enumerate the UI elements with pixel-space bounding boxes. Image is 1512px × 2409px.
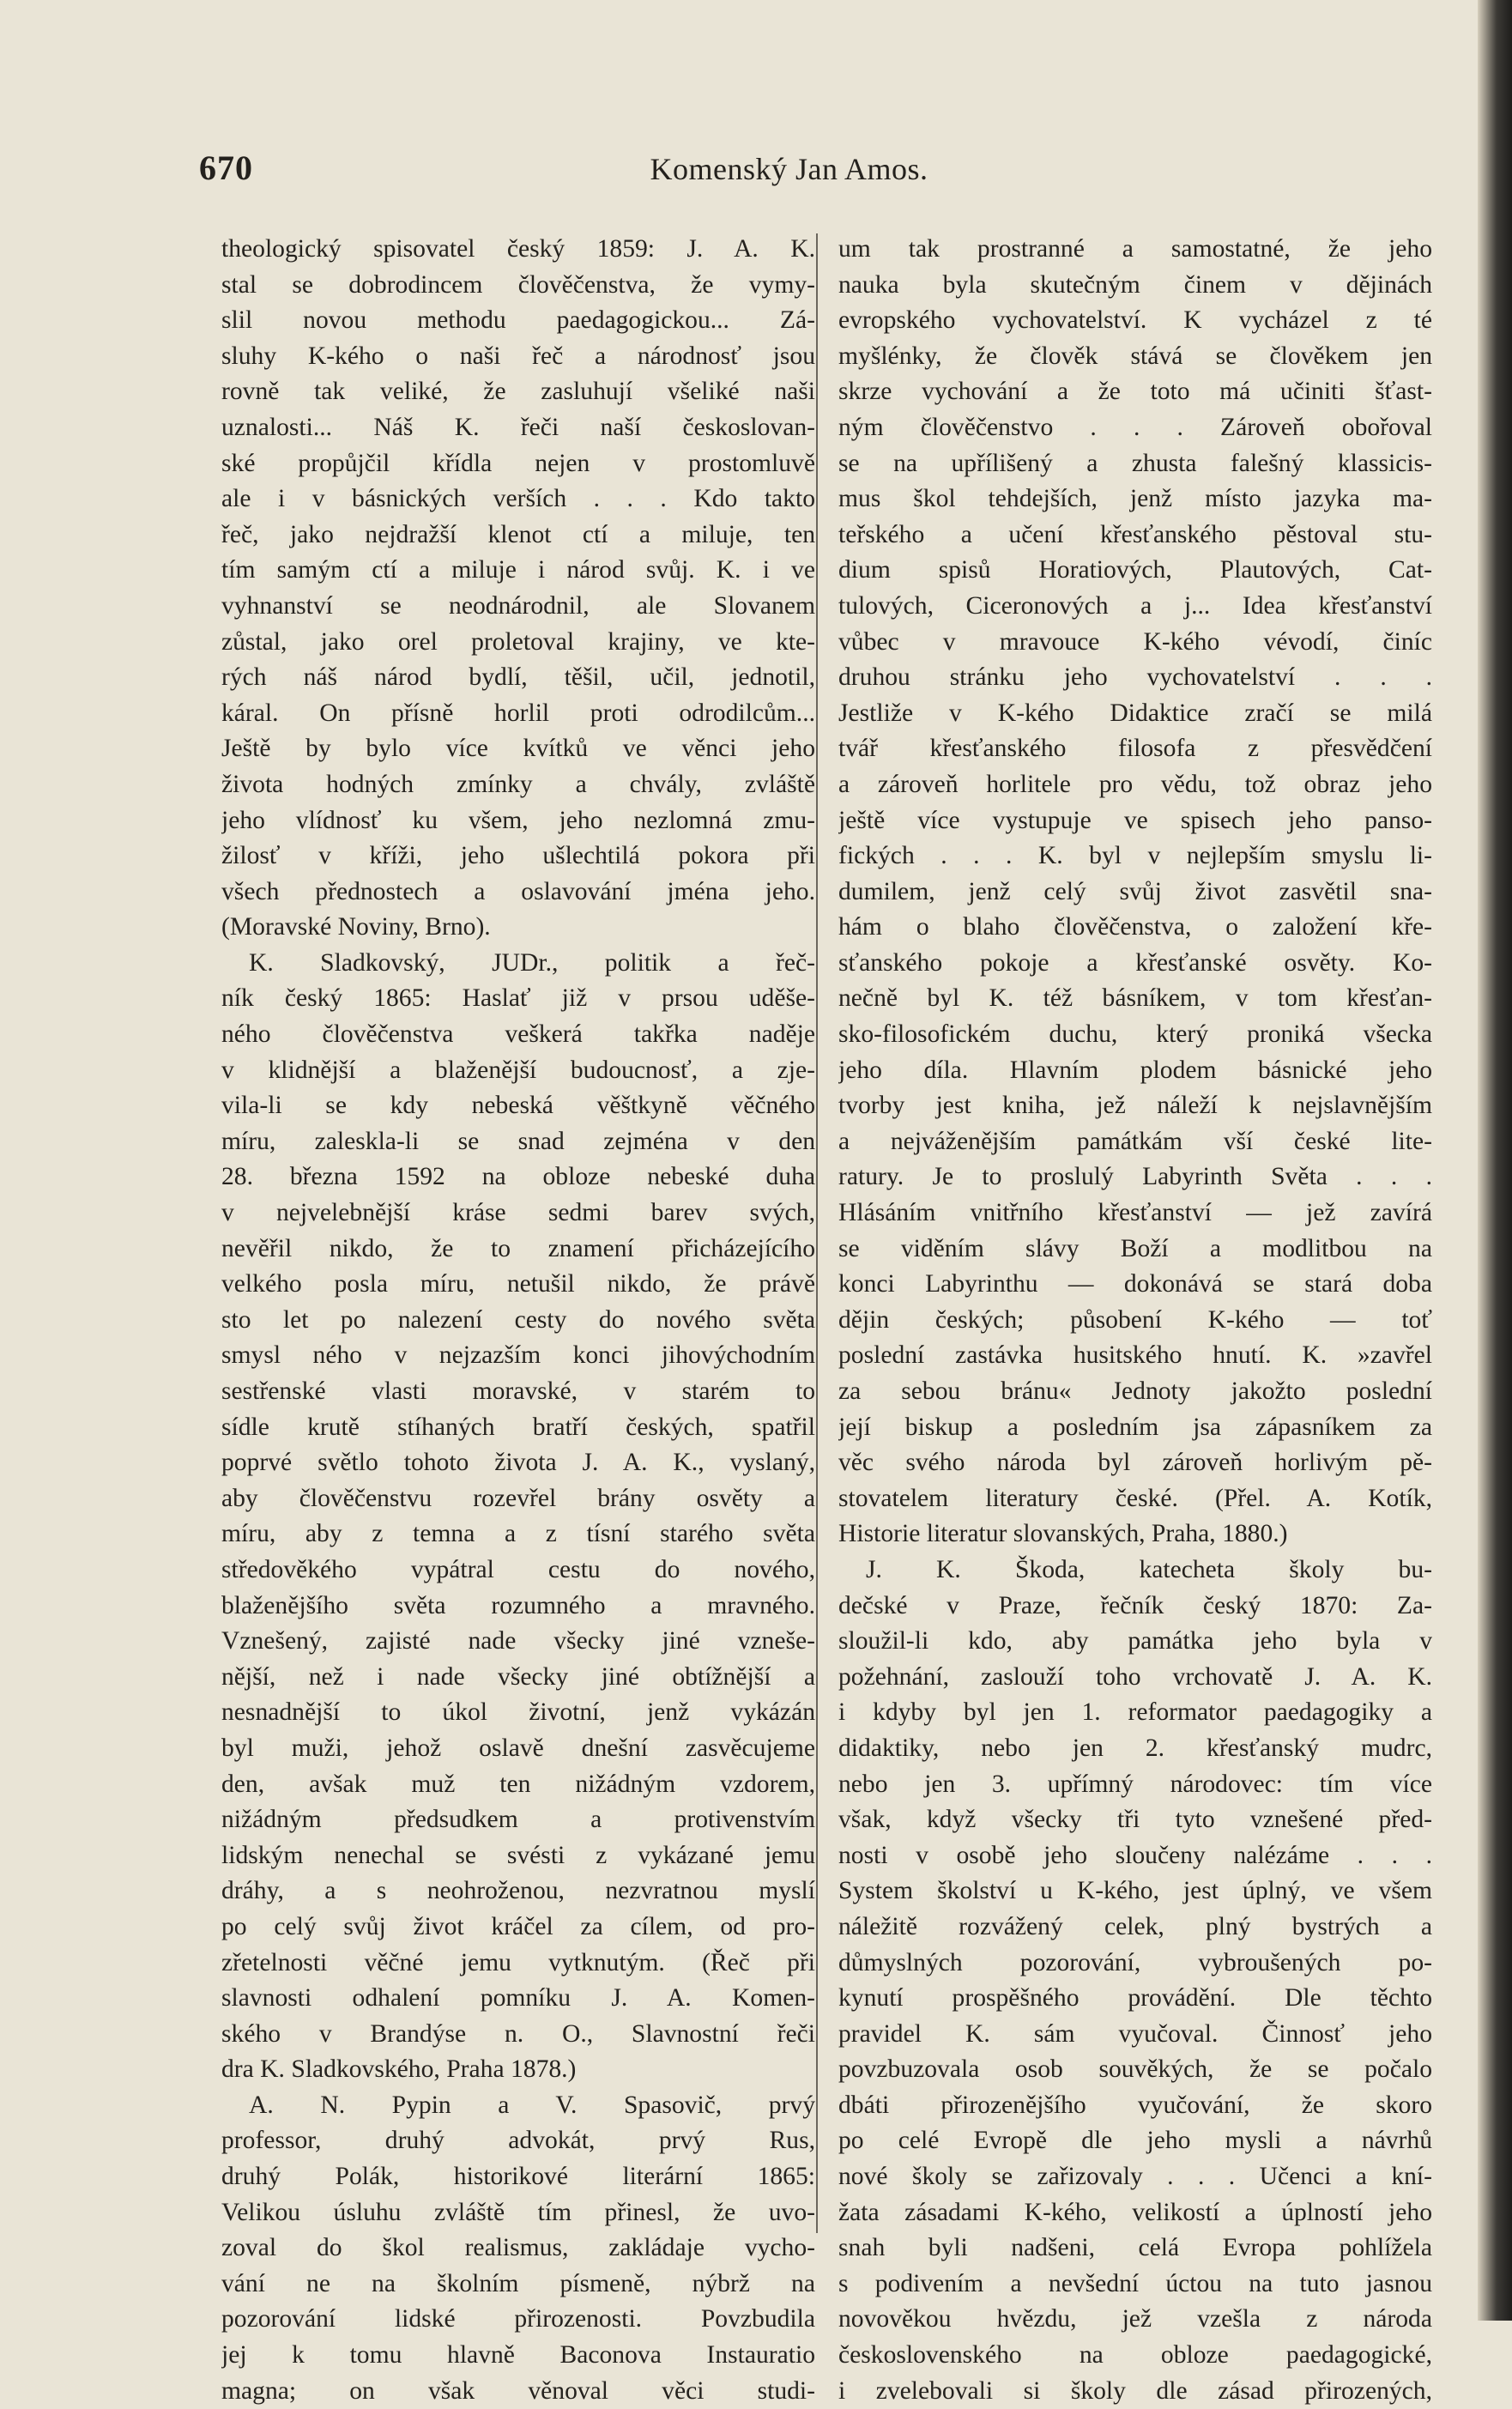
text-line: československého na obloze paedagogické, <box>838 2341 1432 2370</box>
text-line: nečně byl K. též básníkem, v tom křesťan- <box>838 984 1432 1013</box>
text-line: Ještě by bylo více kvítků ve věnci jeho <box>221 735 815 763</box>
text-line: žilosť v kříži, jeho ušlechtilá pokora při <box>221 842 815 870</box>
text-line: žata zásadami K-kého, velikostí a úplností jeho <box>838 2198 1432 2226</box>
text-line: snah byli nadšeni, celá Evropa pohlížela <box>838 2234 1432 2262</box>
text-line: hám o blaho člověčenstva, o založení kře- <box>838 913 1432 941</box>
text-line: důmyslných pozorování, vybroušených po- <box>838 1948 1432 1976</box>
text-line: s podivením a nevšední úctou na tuto jasnou <box>838 2269 1432 2297</box>
text-line: jeho vlídnosť ku všem, jeho nezlomná zmu- <box>221 806 815 834</box>
text-line: professor, druhý advokát, prvý Rus, <box>221 2127 815 2155</box>
text-line: J. K. Škoda, katecheta školy bu- <box>866 1555 1432 1583</box>
right-column <box>838 232 1432 2405</box>
text-line: dumilem, jenž celý svůj život zasvětil sna- <box>838 877 1432 905</box>
text-line: skrze vychování a že toto má učiniti šťast- <box>838 378 1432 406</box>
text-line: kynutí prospěšného provádění. Dle těchto <box>838 1984 1432 2013</box>
text-line: velkého posla míru, netušil nikdo, že právě <box>221 1270 815 1298</box>
text-line: ného člověčenstva veškerá takřka naděje <box>221 1020 815 1049</box>
text-line: rých náš národ bydlí, těšil, učil, jednotil, <box>221 663 815 692</box>
text-line: Jestliže v K-kého Didaktice zračí se milá <box>838 699 1432 727</box>
text-line: uznalosti... Náš K. řeči naší českoslovan- <box>221 413 815 441</box>
text-line: ník český 1865: Haslať již v prsou uděše- <box>221 984 815 1013</box>
text-line: sloužil-li kdo, aby památka jeho byla v <box>838 1627 1432 1655</box>
text-line: stal se dobrodincem člověčenstva, že vymy- <box>221 270 815 299</box>
text-line: i zvelebovali si školy dle zásad přirozených, <box>838 2376 1432 2405</box>
text-line: nesnadnější to úkol životní, jenž vykázán <box>221 1698 815 1727</box>
text-line: věc svého národa byl zároveň horlivým pě- <box>838 1449 1432 1477</box>
text-line: teřského a učení křesťanského pěstoval stu- <box>838 520 1432 548</box>
text-line: dečské v Praze, řečník český 1870: Za- <box>838 1591 1432 1619</box>
text-line: ale i v básnických verších . . . Kdo takto <box>221 485 815 513</box>
text-line: smysl ného v nejzazším konci jihovýchodním <box>221 1341 815 1370</box>
text-line: slil novou methodu paedagogickou... Zá- <box>221 306 815 335</box>
text-line: blaženějšího světa rozumného a mravného. <box>221 1591 815 1619</box>
text-line: ným člověčenstvo . . . Zároveň obořoval <box>838 413 1432 441</box>
text-line: dějin českých; působení K-kého — toť <box>838 1305 1432 1334</box>
text-line: dráhy, a s neohroženou, nezvratnou myslí <box>221 1877 815 1905</box>
text-line: jej k tomu hlavně Baconova Instauratio <box>221 2341 815 2370</box>
text-line: nové školy se zařizovaly . . . Učenci a kní- <box>838 2163 1432 2191</box>
text-line: aby člověčenstvu rozevřel brány osvěty a <box>221 1484 815 1512</box>
text-line: slavnosti odhalení pomníku J. A. Komen- <box>221 1984 815 2013</box>
text-line: Hlásáním vnitřního křesťanství — jež zavírá <box>838 1199 1432 1227</box>
text-line: tím samým ctí a miluje i národ svůj. K. i ve <box>221 556 815 584</box>
text-line: Velikou úsluhu zvláště tím přinesl, že uvo- <box>221 2198 815 2226</box>
text-line: den, avšak muž ten nižádným vzdorem, <box>221 1770 815 1798</box>
text-line: poprvé světlo tohoto života J. A. K., vyslaný, <box>221 1449 815 1477</box>
text-line: však, když všecky tři tyto vznešené před- <box>838 1806 1432 1834</box>
text-line: sestřenské vlasti moravské, v starém to <box>221 1377 815 1405</box>
text-line: theologický spisovatel český 1859: J. A. K. <box>221 235 815 263</box>
left-column <box>221 232 815 2405</box>
text-line: zůstal, jako orel proletoval krajiny, ve kte- <box>221 627 815 656</box>
text-line: ského v Brandýse n. O., Slavnostní řeči <box>221 2019 815 2048</box>
page-number: 670 <box>199 148 253 187</box>
running-title: Komenský Jan Amos. <box>650 152 928 186</box>
text-line: dium spisů Horatiových, Plautových, Cat- <box>838 556 1432 584</box>
text-line: a zároveň horlitele pro vědu, tož obraz jeho <box>838 770 1432 798</box>
text-line: poslední zastávka husitského hnutí. K. »zavřel <box>838 1341 1432 1370</box>
text-line: se na upřílišený a zhusta falešný klassicis- <box>838 449 1432 477</box>
text-line: konci Labyrinthu — dokonává se stará doba <box>838 1270 1432 1298</box>
text-line: pozorování lidské přirozenosti. Povzbudila <box>221 2305 815 2333</box>
text-line: novověkou hvězdu, jež vzešla z národa <box>838 2305 1432 2333</box>
column-divider <box>816 233 818 2233</box>
text-line: její biskup a posledním jsa zápasníkem za <box>838 1413 1432 1441</box>
text-line: pravidel K. sám vyučoval. Činnosť jeho <box>838 2019 1432 2048</box>
text-line: lidským nenechal se svésti z vykázané jemu <box>221 1841 815 1869</box>
text-line: požehnání, zaslouží toho vrchovatě J. A. K. <box>838 1662 1432 1691</box>
text-line: vyhnanství se neodnárodnil, ale Slovanem <box>221 591 815 620</box>
text-line: druhý Polák, historikové literární 1865: <box>221 2163 815 2191</box>
text-line: káral. On přísně horlil proti odrodilcům... <box>221 699 815 727</box>
text-line: tulových, Ciceronových a j... Idea křesťanství <box>838 591 1432 620</box>
text-line: zřetelnosti věčné jemu vytknutým. (Řeč při <box>221 1948 815 1976</box>
text-line: míru, aby z temna a z tísní starého světa <box>221 1520 815 1548</box>
text-line: nosti v osobě jeho sloučeny nalézáme . . . <box>838 1841 1432 1869</box>
text-line: ské propůjčil křídla nejen v prostomluvě <box>221 449 815 477</box>
text-line: vůbec v mravouce K-kého vévodí, činíc <box>838 627 1432 656</box>
text-line: 28. března 1592 na obloze nebeské duha <box>221 1163 815 1191</box>
text-line: sluhy K-kého o naši řeč a národnosť jsou <box>221 342 815 370</box>
text-line: magna; on však věnoval věci studi- <box>221 2376 815 2405</box>
text-line: nebo jen 3. upřímný národovec: tím více <box>838 1770 1432 1798</box>
text-line: sko-filosofickém duchu, který proniká všecka <box>838 1020 1432 1049</box>
text-line: povzbuzovala osob souvěkých, že se počalo <box>838 2055 1432 2084</box>
text-line: sídle krutě stíhaných bratří českých, spatřil <box>221 1413 815 1441</box>
text-line: um tak prostranné a samostatné, že jeho <box>838 235 1432 263</box>
text-line: sťanského pokoje a křesťanské osvěty. Ko- <box>838 948 1432 977</box>
text-line: jeho díla. Hlavním plodem básnické jeho <box>838 1056 1432 1084</box>
text-line: vila-li se kdy nebeská věštkyně věčného <box>221 1092 815 1120</box>
text-line: Vznešený, zajisté nade všecky jiné vzneše- <box>221 1627 815 1655</box>
text-line: nevěřil nikdo, že to znamení přicházejícího <box>221 1234 815 1262</box>
text-line: evropského vychovatelství. K vycházel z té <box>838 306 1432 335</box>
text-line: nauka byla skutečným činem v dějinách <box>838 270 1432 299</box>
text-line: v klidnější a blaženější budoucnosť, a zje- <box>221 1056 815 1084</box>
text-line: A. N. Pypin a V. Spasovič, prvý <box>249 2091 815 2119</box>
text-line: po celý svůj život kráčel za cílem, od pro- <box>221 1912 815 1940</box>
page-header <box>199 148 1379 199</box>
text-line: nější, než i nade všecky jiné obtížnější a <box>221 1662 815 1691</box>
text-line: nižádným předsudkem a protivenstvím <box>221 1806 815 1834</box>
text-line: System školství u K-kého, jest úplný, ve všem <box>838 1877 1432 1905</box>
text-line: ještě více vystupuje ve spisech jeho panso- <box>838 806 1432 834</box>
text-line: byl muži, jehož oslavě dnešní zasvěcujeme <box>221 1734 815 1762</box>
text-line: středověkého vypátral cestu do nového, <box>221 1555 815 1583</box>
text-line: náležitě rozvážený celek, plný bystrých a <box>838 1912 1432 1940</box>
text-line: řeč, jako nejdražší klenot ctí a miluje, ten <box>221 520 815 548</box>
text-line: mus škol tehdejších, jenž místo jazyka ma- <box>838 485 1432 513</box>
text-line: rovně tak veliké, že zasluhují všeliké naši <box>221 378 815 406</box>
text-line: myšlénky, že člověk stává se člověkem jen <box>838 342 1432 370</box>
text-line: K. Sladkovský, JUDr., politik a řeč- <box>249 948 815 977</box>
text-line: se viděním slávy Boží a modlitbou na <box>838 1234 1432 1262</box>
text-line: Historie literatur slovanských, Praha, 1880.) <box>838 1520 1288 1548</box>
text-line: v nejvelebnější kráse sedmi barev svých, <box>221 1199 815 1227</box>
text-line: tvorby jest kniha, jež náleží k nejslavnějším <box>838 1092 1432 1120</box>
text-line: a nejváženějším památkám vší české lite- <box>838 1127 1432 1155</box>
text-line: (Moravské Noviny, Brno). <box>221 913 491 941</box>
text-line: i kdyby byl jen 1. reformator paedagogiky a <box>838 1698 1432 1727</box>
text-line: stovatelem literatury české. (Přel. A. Kotík, <box>838 1484 1432 1512</box>
text-line: zoval do škol realismus, zakládaje vycho- <box>221 2234 815 2262</box>
text-line: dra K. Sladkovského, Praha 1878.) <box>221 2055 577 2084</box>
page-edge <box>1478 0 1512 2321</box>
text-line: po celé Evropě dle jeho mysli a návrhů <box>838 2127 1432 2155</box>
text-line: sto let po nalezení cesty do nového světa <box>221 1305 815 1334</box>
text-line: fických . . . K. byl v nejlepším smyslu li- <box>838 842 1432 870</box>
text-line: ratury. Je to proslulý Labyrinth Světa . . . <box>838 1163 1432 1191</box>
text-line: míru, zaleskla-li se snad zejména v den <box>221 1127 815 1155</box>
text-line: dbáti přirozenějšího vyučování, že skoro <box>838 2091 1432 2119</box>
text-line: vání ne na školním písmeně, nýbrž na <box>221 2269 815 2297</box>
text-line: tvář křesťanského filosofa z přesvědčení <box>838 735 1432 763</box>
text-line: života hodných zmínky a chvály, zvláště <box>221 770 815 798</box>
text-line: za sebou bránu« Jednoty jakožto poslední <box>838 1377 1432 1405</box>
text-line: druhou stránku jeho vychovatelství . . . <box>838 663 1432 692</box>
text-line: didaktiky, nebo jen 2. křesťanský mudrc, <box>838 1734 1432 1762</box>
text-line: všech přednostech a oslavování jména jeho. <box>221 877 815 905</box>
